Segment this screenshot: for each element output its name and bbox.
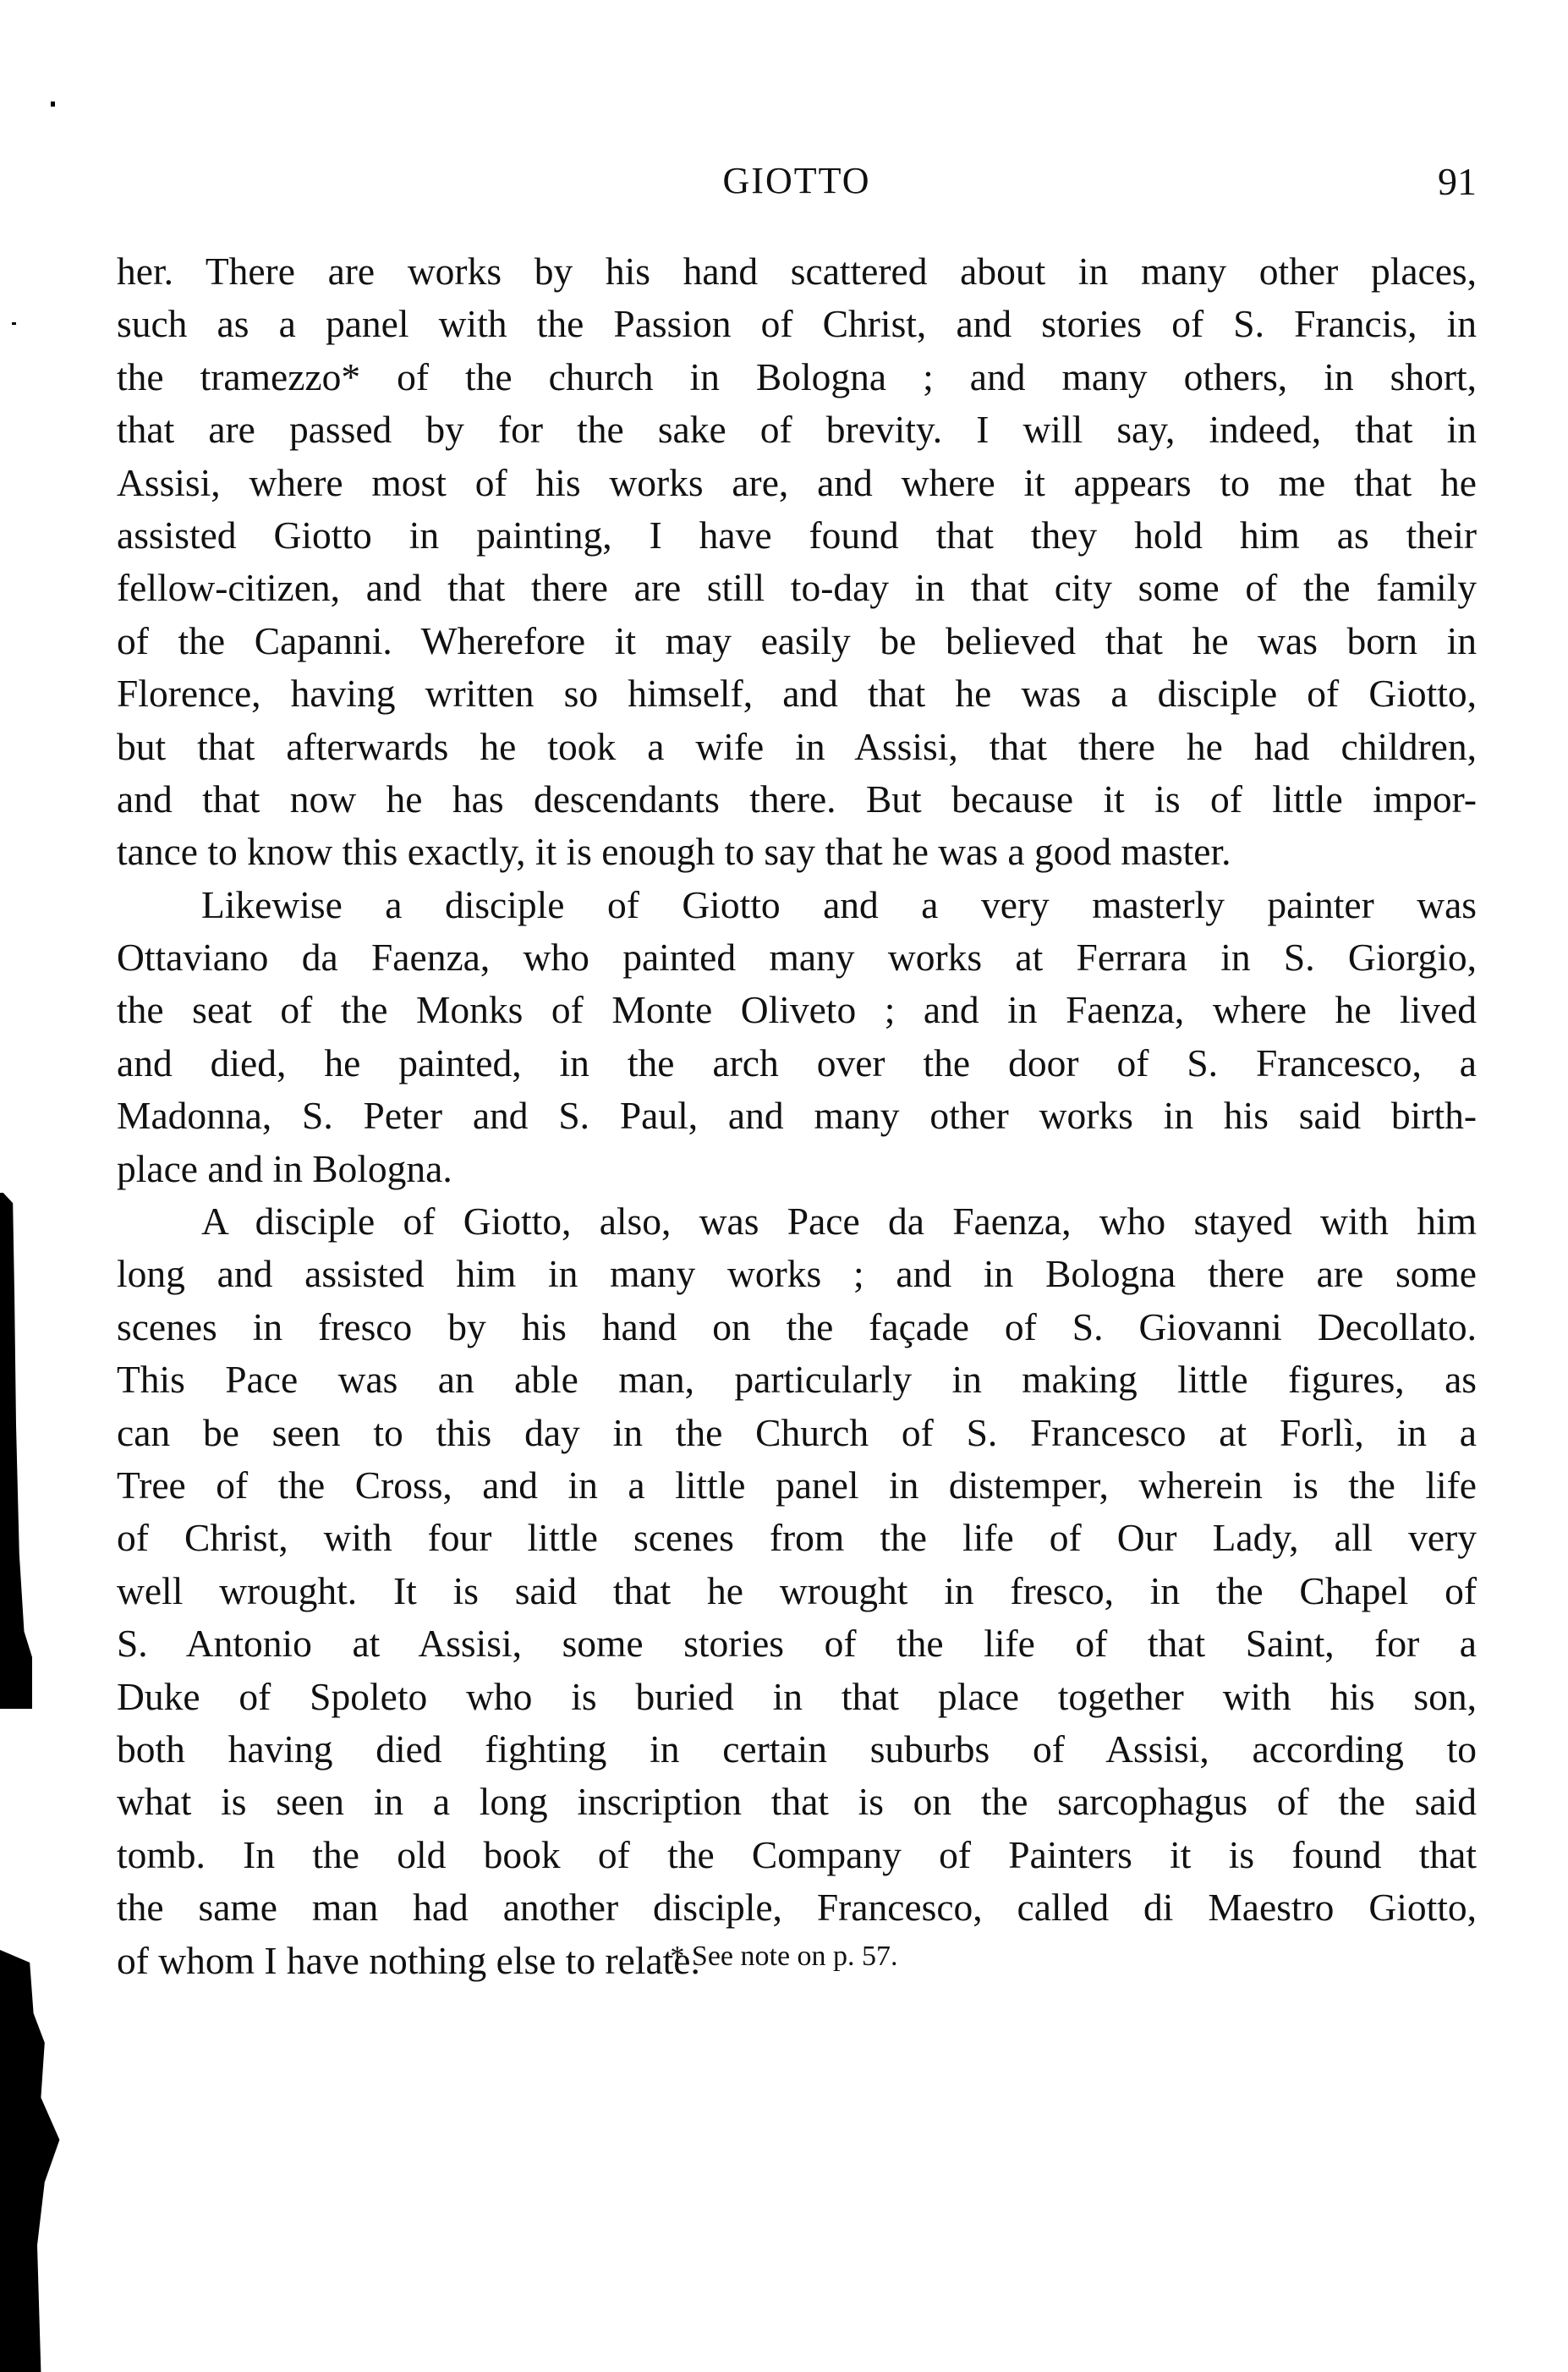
- scan-artifact-dash: [12, 322, 16, 325]
- text-line: and that now he has descendants there. But because it is of little impor-: [117, 777, 1477, 821]
- text-line: tomb. In the old book of the Company of Painters it is found that: [117, 1832, 1477, 1876]
- text-line: assisted Giotto in painting, I have found that they hold him as their: [117, 513, 1477, 557]
- text-line: fellow-citizen, and that there are still to-day in that city some of the family: [117, 566, 1477, 610]
- text-line: the same man had another disciple, Francesco, called di Maestro Giotto,: [117, 1886, 1477, 1930]
- text-line: A disciple of Giotto, also, was Pace da Faenza, who stayed with him: [201, 1200, 1477, 1244]
- footnote: * See note on p. 57.: [670, 1941, 898, 1972]
- text-line: This Pace was an able man, particularly in making little figures, as: [117, 1358, 1477, 1402]
- text-line: long and assisted him in many works ; and in Bologna there are some: [117, 1252, 1477, 1296]
- text-line: of Christ, with four little scenes from the life of Our Lady, all very: [117, 1516, 1477, 1560]
- text-line: Duke of Spoleto who is buried in that place together with his son,: [117, 1674, 1477, 1718]
- scan-artifact-bar-upper: [0, 1193, 32, 1709]
- text-line: Likewise a disciple of Giotto and a very masterly painter was: [201, 882, 1477, 926]
- text-line: well wrought. It is said that he wrought in fresco, in the Chapel of: [117, 1568, 1477, 1612]
- text-line: Madonna, S. Peter and S. Paul, and many other works in his said birth-: [117, 1094, 1477, 1138]
- page-number: 91: [1438, 160, 1477, 203]
- text-line: her. There are works by his hand scattered about in many other places,: [117, 250, 1477, 293]
- text-line: of whom I have nothing else to relate.: [117, 1938, 700, 1982]
- text-line: S. Antonio at Assisi, some stories of the life of that Saint, for a: [117, 1622, 1477, 1666]
- text-line: both having died fighting in certain suburbs of Assisi, according to: [117, 1727, 1477, 1771]
- page-header: [117, 159, 1477, 210]
- scan-artifact-dot: [51, 102, 55, 107]
- running-title: GIOTTO: [722, 160, 871, 201]
- text-line: the tramezzo* of the church in Bologna ; and many others, in short,: [117, 354, 1477, 398]
- paragraph: [117, 1195, 1477, 1987]
- text-line: Florence, having written so himself, and that he was a disciple of Giotto,: [117, 672, 1477, 716]
- text-line: tance to know this exactly, it is enough to say that he was a good master.: [117, 830, 1231, 874]
- scan-artifact-bar-lower: [0, 1950, 74, 2372]
- text-line: that are passed by for the sake of brevity. I will say, indeed, that in: [117, 408, 1477, 452]
- text-line: and died, he painted, in the arch over the door of S. Francesco, a: [117, 1040, 1477, 1084]
- text-line: Tree of the Cross, and in a little panel in distemper, wherein is the life: [117, 1463, 1477, 1507]
- paragraph: [117, 879, 1477, 1195]
- text-line: place and in Bologna.: [117, 1146, 452, 1190]
- text-line: the seat of the Monks of Monte Oliveto ; and in Faenza, where he lived: [117, 988, 1477, 1032]
- text-line: what is seen in a long inscription that is on the sarcophagus of the said: [117, 1780, 1477, 1824]
- text-line: but that afterwards he took a wife in Assisi, that there he had children,: [117, 724, 1477, 768]
- text-line: of the Capanni. Wherefore it may easily be believed that he was born in: [117, 618, 1477, 662]
- text-line: Assisi, where most of his works are, and where it appears to me that he: [117, 460, 1477, 504]
- text-line: scenes in fresco by his hand on the façade of S. Giovanni Decollato.: [117, 1304, 1477, 1348]
- paragraph: [117, 245, 1477, 879]
- body-text: [117, 245, 1477, 1987]
- text-line: such as a panel with the Passion of Christ, and stories of S. Francis, in: [117, 302, 1477, 346]
- text-line: Ottaviano da Faenza, who painted many works at Ferrara in S. Giorgio,: [117, 936, 1477, 980]
- text-line: can be seen to this day in the Church of S. Francesco at Forlì, in a: [117, 1410, 1477, 1454]
